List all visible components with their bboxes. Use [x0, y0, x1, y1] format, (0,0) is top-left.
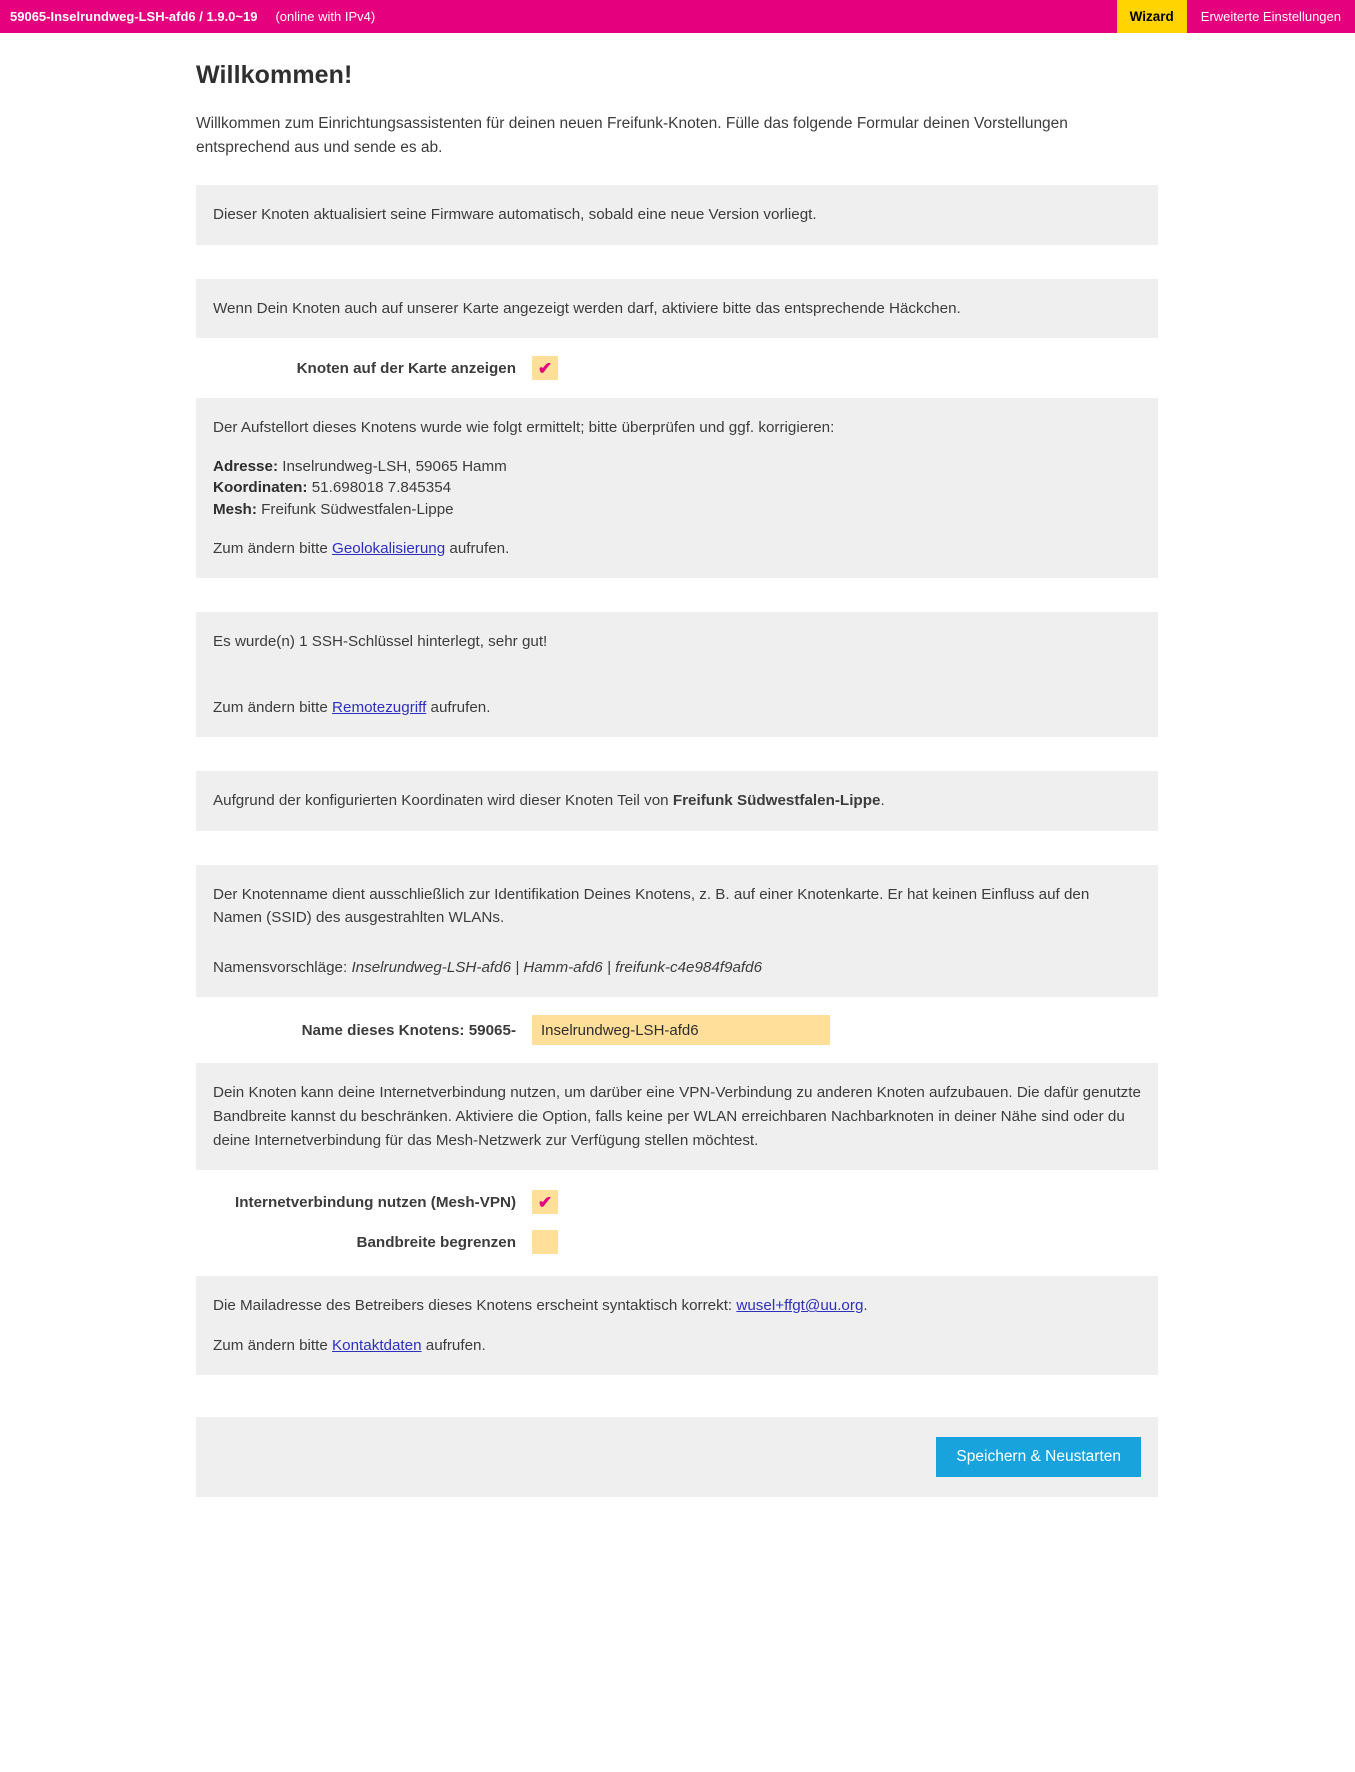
wizard-content: [196, 61, 1158, 1497]
show-on-map-label: Knoten auf der Karte anzeigen: [296, 359, 516, 377]
connection-status: (online with IPv4): [275, 9, 376, 24]
nodename-info-panel: [196, 865, 1158, 998]
nodename-suggest-label: Namensvorschläge:: [213, 958, 352, 976]
wizard-page: [0, 61, 1355, 1537]
mesh-value: Freifunk Südwestfalen-Lippe: [261, 500, 454, 518]
topbar-tabs: [1117, 0, 1355, 33]
contact-suffix: .: [863, 1297, 868, 1315]
nodename-suggestions: Inselrundweg-LSH-afd6 | Hamm-afd6 | freifunk-c4e984f9afd6: [351, 958, 763, 976]
page-title: Willkommen!: [196, 61, 353, 89]
use-internet-label: Internetverbindung nutzen (Mesh-VPN): [235, 1193, 516, 1211]
nodename-input[interactable]: [532, 1015, 830, 1045]
location-change-prefix: Zum ändern bitte: [213, 539, 333, 557]
ssh-change-line: [213, 696, 1141, 720]
domain-panel: [196, 771, 1158, 831]
location-intro: Der Aufstellort dieses Knotens wurde wie folgt ermittelt; bitte überprüfen und ggf. korrigieren:: [213, 419, 835, 437]
domain-prefix: Aufgrund der konfigurierten Koordinaten wird dieser Knoten Teil von: [213, 792, 673, 810]
use-internet-row: [196, 1170, 1158, 1222]
spacer: [196, 1375, 1158, 1417]
map-hint-panel: [196, 279, 1158, 339]
map-hint-text: Wenn Dein Knoten auch auf unserer Karte angezeigt werden darf, aktiviere bitte das entsprechende Häckchen.: [213, 299, 961, 317]
vpn-info-panel: [196, 1063, 1158, 1170]
save-and-restart-button[interactable]: Speichern & Neustarten: [936, 1437, 1141, 1477]
autoupdate-text: Dieser Knoten aktualisiert seine Firmware automatisch, sobald eine neue Version vorliegt.: [213, 206, 817, 224]
address-label: Adresse:: [213, 457, 278, 475]
address-value: Inselrundweg-LSH, 59065 Hamm: [282, 457, 507, 475]
use-internet-checkbox[interactable]: ✔: [532, 1190, 558, 1214]
location-change-suffix: aufrufen.: [445, 539, 510, 557]
submit-panel: [196, 1417, 1158, 1497]
nodename-suggestions-line: [213, 956, 1141, 980]
nodename-label: Name dieses Knotens: 59065-: [301, 1021, 516, 1039]
nodename-info-text: Der Knotenname dient ausschließlich zur Identifikation Deines Knotens, z. B. auf einer Knotenkarte. Er hat keinen Einfluss auf den Namen (SSID) des ausgestrahlten WLANs.: [213, 885, 1090, 927]
contact-data-link[interactable]: Kontaktdaten: [332, 1336, 422, 1354]
spacer: [196, 578, 1158, 612]
remote-access-link[interactable]: Remotezugriff: [332, 698, 427, 716]
intro-text: Willkommen zum Einrichtungsassistenten für deinen neuen Freifunk-Knoten. Fülle das folgende Formular deinen Vorstellungen entsprechend aus und sende es ab.: [196, 115, 1068, 156]
location-panel: [196, 398, 1158, 578]
vpn-options: [196, 1170, 1158, 1276]
ssh-text: Es wurde(n) 1 SSH-Schlüssel hinterlegt, sehr gut!: [213, 633, 548, 651]
contact-panel: [196, 1276, 1158, 1375]
coordinates-label: Koordinaten:: [213, 479, 308, 497]
nodename-row: [196, 997, 1158, 1063]
node-title: 59065-Inselrundweg-LSH-afd6 / 1.9.0~19: [10, 9, 258, 24]
spacer: [196, 831, 1158, 865]
limit-bandwidth-label: Bandbreite begrenzen: [356, 1233, 516, 1251]
coordinates-value: 51.698018 7.845354: [311, 479, 452, 497]
spacer: [196, 737, 1158, 771]
mesh-label: Mesh:: [213, 500, 257, 518]
show-on-map-checkbox[interactable]: ✔: [532, 356, 558, 380]
tab-wizard[interactable]: Wizard: [1117, 0, 1187, 33]
spacer: [196, 245, 1158, 279]
domain-text: [213, 789, 1141, 813]
ssh-panel: [196, 612, 1158, 737]
tab-advanced-settings[interactable]: Erweiterte Einstellungen: [1200, 9, 1341, 24]
contact-prefix: Die Mailadresse des Betreibers dieses Knotens erscheint syntaktisch korrekt:: [213, 1297, 737, 1315]
vpn-info-text: Dein Knoten kann deine Internetverbindung nutzen, um darüber eine VPN-Verbindung zu anderen Knoten aufzubauen. Die dafür genutzte Bandbreite kannst du beschränken. Aktiviere die Option, falls keine per WLAN erreichbaren Nachbarknoten in deiner Nähe sind oder du deine Internetverbindung für das Mesh-Netzwerk zur Verfügung stellen möchtest.: [213, 1084, 1141, 1149]
limit-bandwidth-checkbox[interactable]: [532, 1230, 558, 1254]
topbar: [0, 0, 1355, 33]
ssh-change-prefix: Zum ändern bitte: [213, 698, 333, 716]
contact-change-suffix: aufrufen.: [421, 1336, 486, 1354]
location-details: [213, 456, 1141, 521]
location-change-line: [213, 537, 1141, 561]
show-on-map-row: [196, 338, 1158, 398]
geolocation-link[interactable]: Geolokalisierung: [332, 539, 446, 557]
contact-change-prefix: Zum ändern bitte: [213, 1336, 333, 1354]
contact-change-line: [213, 1334, 1141, 1358]
domain-name: Freifunk Südwestfalen-Lippe: [672, 792, 881, 810]
autoupdate-panel: [196, 185, 1158, 245]
domain-suffix: .: [880, 792, 885, 810]
limit-bandwidth-row: [196, 1222, 1158, 1276]
ssh-change-suffix: aufrufen.: [426, 698, 491, 716]
contact-mail-line: [213, 1294, 1141, 1318]
contact-mail-link[interactable]: wusel+ffgt@uu.org: [736, 1297, 864, 1315]
